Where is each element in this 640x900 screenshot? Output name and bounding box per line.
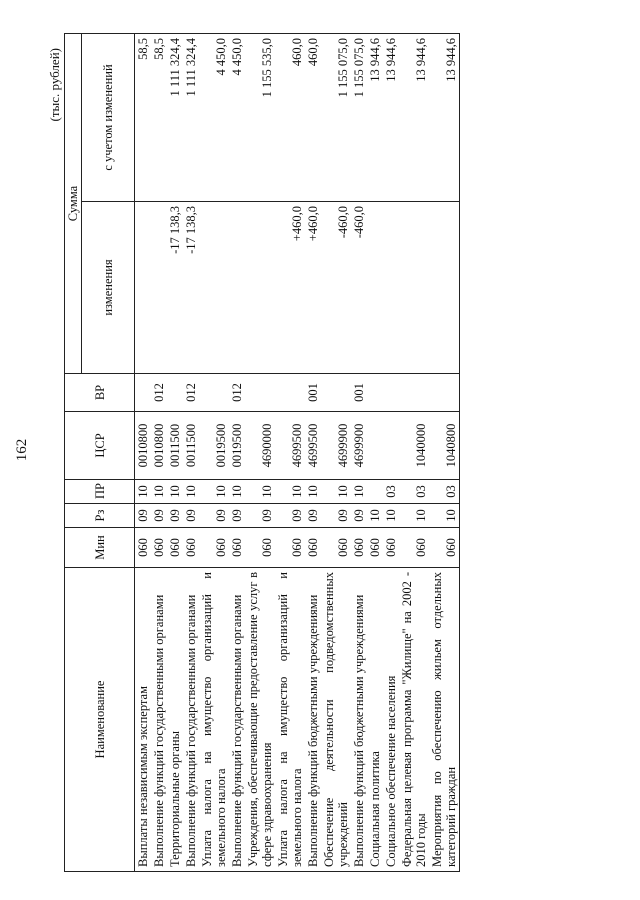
header-row-1	[65, 34, 82, 872]
table-row	[321, 34, 351, 872]
page-number: 162	[14, 438, 30, 462]
cell-csr: 4699900	[351, 412, 367, 480]
table-row	[351, 34, 367, 872]
cell-vr	[275, 374, 305, 412]
cell-vr	[167, 374, 183, 412]
table-row	[367, 34, 383, 872]
cell-pr: 10	[199, 480, 229, 504]
cell-min: 060	[245, 528, 275, 568]
header-csr: ЦСР	[65, 412, 135, 480]
unit-label: (тыс. рублей)	[47, 48, 62, 122]
cell-rz: 09	[151, 504, 167, 528]
cell-with-change: 4 450,0	[199, 34, 229, 202]
cell-pr: 03	[383, 480, 399, 504]
cell-name: Выполнение функций бюджетными учреждениями	[305, 568, 321, 872]
cell-pr: 10	[305, 480, 321, 504]
cell-with-change: 58,5	[151, 34, 167, 202]
cell-with-change: 460,0	[305, 34, 321, 202]
cell-change	[429, 202, 460, 374]
cell-csr: 4699500	[275, 412, 305, 480]
cell-rz: 10	[383, 504, 399, 528]
cell-vr: 012	[151, 374, 167, 412]
cell-csr: 1040800	[429, 412, 460, 480]
cell-vr: 001	[305, 374, 321, 412]
cell-with-change: 13 944,6	[383, 34, 399, 202]
cell-rz: 09	[321, 504, 351, 528]
cell-rz: 10	[429, 504, 460, 528]
cell-min: 060	[199, 528, 229, 568]
cell-with-change: 1 111 324,4	[167, 34, 183, 202]
cell-rz: 09	[229, 504, 245, 528]
cell-pr: 03	[399, 480, 429, 504]
cell-pr: 10	[151, 480, 167, 504]
header-with-change: с учетом изменений	[82, 34, 135, 202]
cell-change: -17 138,3	[183, 202, 199, 374]
cell-vr	[429, 374, 460, 412]
cell-change: -460,0	[321, 202, 351, 374]
cell-pr: 10	[229, 480, 245, 504]
cell-name: Социальное обеспечение населения	[383, 568, 399, 872]
cell-change: +460,0	[275, 202, 305, 374]
cell-csr: 4699500	[305, 412, 321, 480]
cell-vr	[199, 374, 229, 412]
cell-rz: 09	[183, 504, 199, 528]
cell-vr	[383, 374, 399, 412]
cell-rz: 10	[399, 504, 429, 528]
table-row	[229, 34, 245, 872]
cell-csr: 4690000	[245, 412, 275, 480]
cell-vr	[399, 374, 429, 412]
cell-min: 060	[167, 528, 183, 568]
cell-rz: 09	[135, 504, 152, 528]
cell-change	[135, 202, 152, 374]
cell-min: 060	[351, 528, 367, 568]
cell-change	[367, 202, 383, 374]
cell-min: 060	[229, 528, 245, 568]
cell-csr: 0010800	[151, 412, 167, 480]
cell-vr	[321, 374, 351, 412]
cell-csr: 0011500	[167, 412, 183, 480]
budget-table	[64, 33, 460, 872]
cell-change: -460,0	[351, 202, 367, 374]
cell-vr	[245, 374, 275, 412]
cell-pr	[367, 480, 383, 504]
header-rz: Рз	[65, 504, 135, 528]
table-row	[399, 34, 429, 872]
header-min: Мин	[65, 528, 135, 568]
cell-pr: 10	[245, 480, 275, 504]
cell-name: Социальная политика	[367, 568, 383, 872]
header-name: Наименование	[65, 568, 135, 872]
cell-vr	[367, 374, 383, 412]
cell-min: 060	[135, 528, 152, 568]
table-row	[135, 34, 152, 872]
cell-change	[399, 202, 429, 374]
cell-name: Обеспечение деятельности подведомственных учреждений	[321, 568, 351, 872]
cell-vr	[135, 374, 152, 412]
cell-min: 060	[275, 528, 305, 568]
table-row	[183, 34, 199, 872]
cell-min: 060	[183, 528, 199, 568]
cell-name: Выполнение функций бюджетными учреждениями	[351, 568, 367, 872]
cell-name: Выплаты независимым экспертам	[135, 568, 152, 872]
table-row	[167, 34, 183, 872]
cell-name: Учреждения, обеспечивающие предоставление услуг в сфере здравоохранения	[245, 568, 275, 872]
cell-csr: 0019500	[199, 412, 229, 480]
table-row	[305, 34, 321, 872]
cell-min: 060	[151, 528, 167, 568]
cell-name: Уплата налога на имущество организаций и земельного налога	[275, 568, 305, 872]
cell-rz: 09	[199, 504, 229, 528]
cell-rz: 09	[245, 504, 275, 528]
cell-rz: 09	[167, 504, 183, 528]
header-pr: ПР	[65, 480, 135, 504]
header-sum: Сумма	[65, 34, 82, 374]
cell-rz: 09	[275, 504, 305, 528]
cell-with-change: 460,0	[275, 34, 305, 202]
cell-csr	[383, 412, 399, 480]
cell-change	[383, 202, 399, 374]
table-row	[275, 34, 305, 872]
cell-min: 060	[321, 528, 351, 568]
cell-change: -17 138,3	[167, 202, 183, 374]
cell-rz: 09	[305, 504, 321, 528]
cell-vr: 001	[351, 374, 367, 412]
cell-vr: 012	[229, 374, 245, 412]
cell-csr: 0019500	[229, 412, 245, 480]
cell-with-change: 13 944,6	[429, 34, 460, 202]
cell-name: Мероприятия по обеспечению жильем отдельных категорий граждан	[429, 568, 460, 872]
cell-with-change: 1 111 324,4	[183, 34, 199, 202]
cell-with-change: 1 155 075,0	[351, 34, 367, 202]
cell-csr: 4699900	[321, 412, 351, 480]
cell-min: 060	[305, 528, 321, 568]
cell-change	[199, 202, 229, 374]
cell-pr: 10	[351, 480, 367, 504]
table-row	[245, 34, 275, 872]
cell-min: 060	[429, 528, 460, 568]
cell-pr: 03	[429, 480, 460, 504]
cell-with-change: 1 155 535,0	[245, 34, 275, 202]
cell-name: Уплата налога на имущество организаций и земельного налога	[199, 568, 229, 872]
cell-min: 060	[383, 528, 399, 568]
cell-pr: 10	[183, 480, 199, 504]
header-vr: ВР	[65, 374, 135, 412]
cell-name: Федеральная целевая программа "Жилище" на 2002 - 2010 годы	[399, 568, 429, 872]
cell-with-change: 58,5	[135, 34, 152, 202]
cell-with-change: 4 450,0	[229, 34, 245, 202]
table-row	[383, 34, 399, 872]
cell-vr: 012	[183, 374, 199, 412]
cell-name: Выполнение функций государственными органами	[183, 568, 199, 872]
cell-change	[245, 202, 275, 374]
cell-csr: 1040000	[399, 412, 429, 480]
cell-change: +460,0	[305, 202, 321, 374]
cell-pr: 10	[321, 480, 351, 504]
table-body	[135, 34, 460, 872]
header-change: изменения	[82, 202, 135, 374]
cell-pr: 10	[167, 480, 183, 504]
cell-min: 060	[399, 528, 429, 568]
cell-rz: 10	[367, 504, 383, 528]
cell-change	[229, 202, 245, 374]
cell-min: 060	[367, 528, 383, 568]
cell-pr: 10	[135, 480, 152, 504]
cell-change	[151, 202, 167, 374]
cell-name: Выполнение функций государственными органами	[151, 568, 167, 872]
cell-with-change: 13 944,6	[367, 34, 383, 202]
cell-pr: 10	[275, 480, 305, 504]
cell-csr	[367, 412, 383, 480]
table-row	[199, 34, 229, 872]
cell-name: Территориальные органы	[167, 568, 183, 872]
table-row	[429, 34, 460, 872]
cell-csr: 0010800	[135, 412, 152, 480]
cell-csr: 0011500	[183, 412, 199, 480]
cell-with-change: 13 944,6	[399, 34, 429, 202]
cell-name: Выполнение функций государственными органами	[229, 568, 245, 872]
cell-with-change: 1 155 075,0	[321, 34, 351, 202]
cell-rz: 09	[351, 504, 367, 528]
table-row	[151, 34, 167, 872]
